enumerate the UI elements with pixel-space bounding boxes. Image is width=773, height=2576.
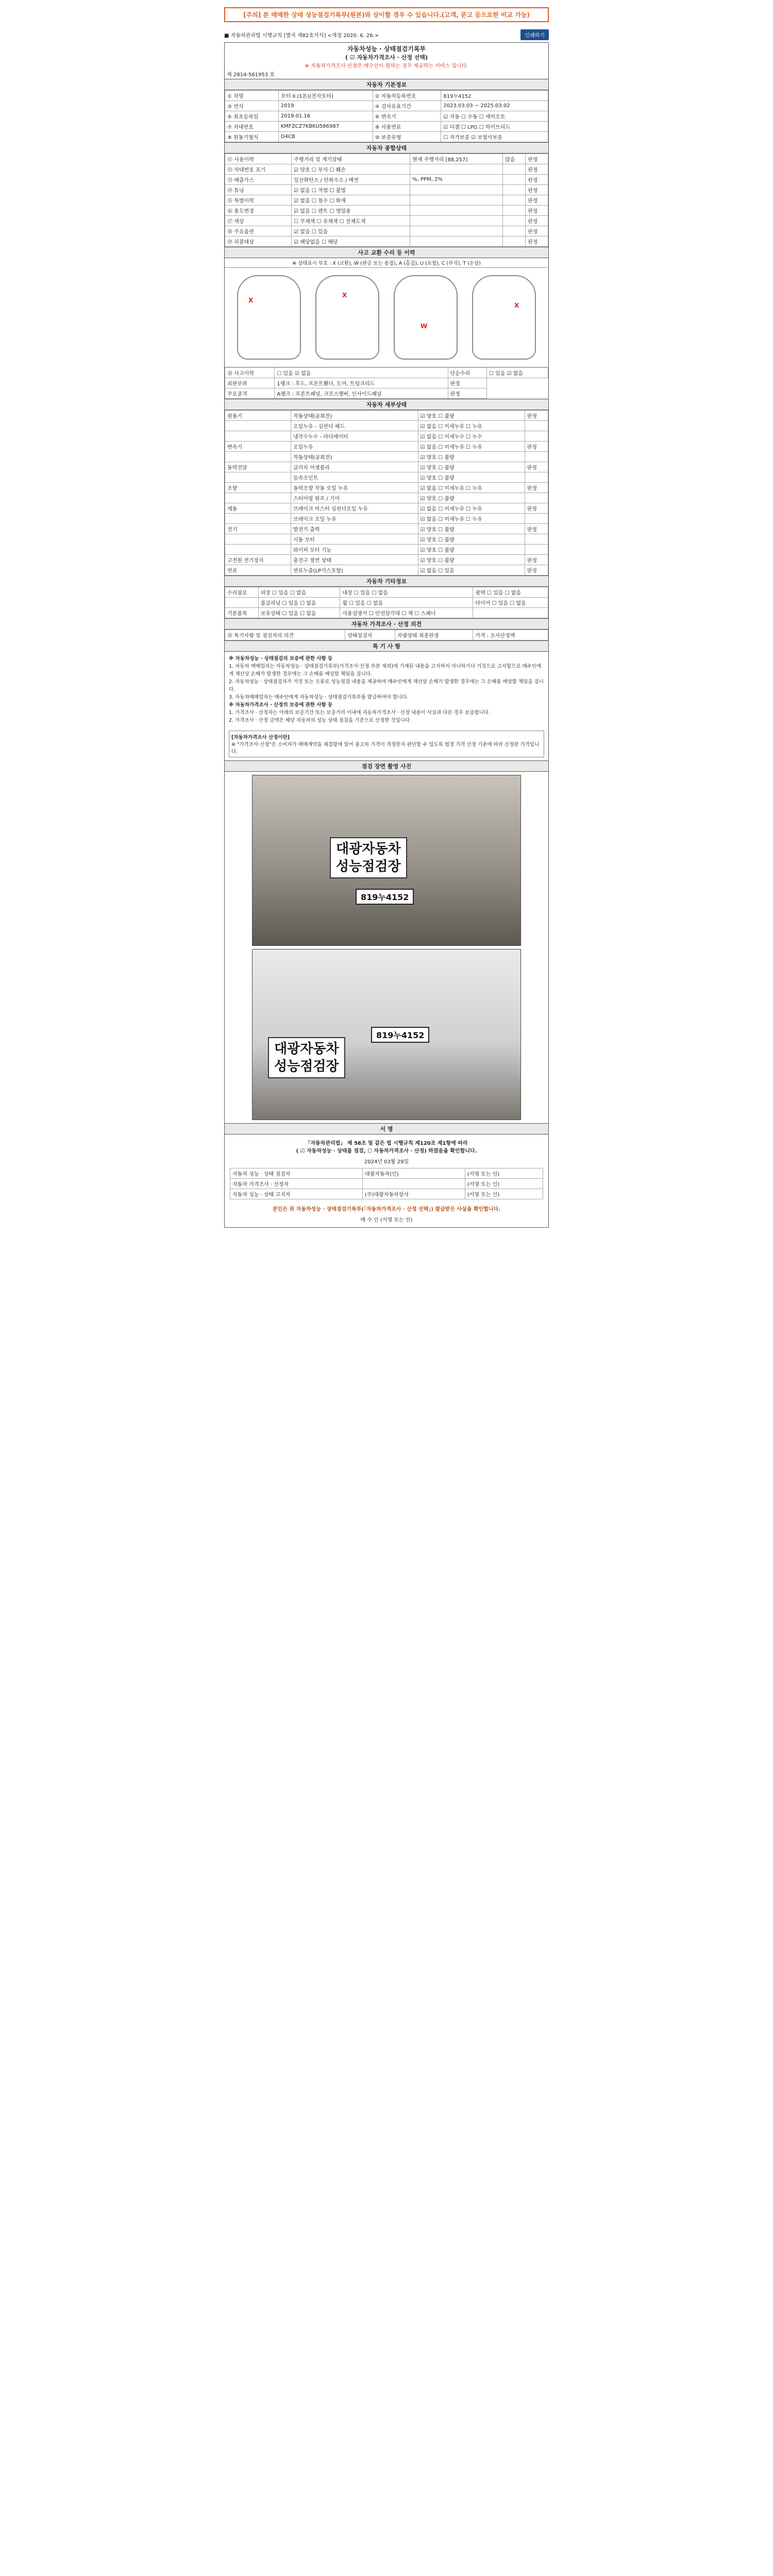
table-row	[225, 431, 548, 442]
note-line: 3. 자동차매매업자는 매수인에게 자동차성능 · 상태점검기록부를 발급하여야 합니다.	[229, 694, 409, 700]
table-row	[225, 630, 548, 640]
document	[224, 7, 549, 1228]
table-cell	[410, 164, 503, 175]
table-cell	[503, 185, 526, 195]
table-row	[225, 216, 548, 226]
table-cell: ☑ 없음 ☐ 침수 ☐ 화재	[292, 195, 410, 206]
table-cell: 연료누출(LP가스포함)	[291, 565, 418, 575]
table-row	[225, 175, 548, 185]
table-cell: 2019	[278, 101, 373, 111]
table-cell: ☑ 양호 ☐ 불량	[418, 472, 525, 483]
table-cell: ② 자동차등록번호	[373, 91, 441, 101]
car-top: X	[315, 275, 379, 360]
table-cell: 판정	[525, 483, 548, 493]
table-cell: ④ 검사유효기간	[373, 101, 441, 111]
table-cell: KMFZCZ7KBKU586987	[278, 122, 373, 132]
table-cell	[503, 216, 526, 226]
table-cell: 판정	[526, 154, 548, 164]
table-cell: 판정	[525, 524, 548, 534]
table-cell: 주요골격	[225, 388, 275, 399]
table-row	[230, 1179, 543, 1189]
table-row	[225, 421, 548, 431]
table-row	[225, 545, 548, 555]
table-cell: (주)대광자동차상사	[362, 1189, 465, 1199]
table-row	[230, 1168, 543, 1179]
table-row	[225, 472, 548, 483]
table-row	[225, 226, 548, 236]
record-form	[224, 42, 549, 1228]
table-cell: 현재 주행거리 [88,257]	[410, 154, 503, 164]
table-cell	[503, 164, 526, 175]
table-cell	[225, 472, 291, 483]
table-cell	[225, 514, 291, 524]
table-row	[225, 206, 548, 216]
photo-plate: 819누4152	[371, 1027, 429, 1043]
table-cell: 연료	[225, 565, 291, 575]
signature-table	[230, 1168, 543, 1199]
price-definition-text: ※ "가격조사·산정"은 소비자가 매매계약을 체결함에 있어 중고차 가격이 적정한지 판단할 수 있도록 법정 가격 산정 기준에 따라 산정한 가격입니다.	[231, 742, 540, 755]
table-cell: 포터 II (1톤)(전자포터)	[278, 91, 373, 101]
table-cell: 판정	[525, 411, 548, 421]
page-subtitle: ( ☑ 자동차가격조사 · 산정 선택)	[345, 54, 428, 61]
price-table	[225, 630, 548, 640]
table-cell: 광택 ☐ 있음 ☐ 없음	[473, 587, 548, 598]
note-line: 2. 가격조사 · 산정 금액은 해당 자동차의 성능 상태 점검을 기준으로 산정한 것입니다.	[229, 718, 412, 723]
inspection-photo-front	[252, 775, 521, 946]
table-cell	[225, 431, 291, 442]
table-cell	[410, 206, 503, 216]
table-cell	[225, 421, 291, 431]
table-row	[225, 514, 548, 524]
section-notes: 특 기 사 항	[225, 640, 548, 652]
table-cell: 2019.01.16	[278, 111, 373, 122]
table-cell: 많음	[503, 154, 526, 164]
signature-statement-2: ( ☑ 자동차성능 · 상태를 점검, ☐ 자동차가격조사 · 산정) 하였음을 확인합니다.	[296, 1148, 477, 1154]
table-cell: 사용설명서 ☐ 안전삼각대 ☐ 잭 ☐ 스패너	[340, 608, 473, 618]
table-cell: ☑ 양호 ☐ 불량	[418, 462, 525, 472]
table-cell: 동력조향 작동 오일 누유	[291, 483, 418, 493]
condition-table	[225, 154, 548, 247]
table-cell	[225, 493, 291, 503]
table-row	[225, 185, 548, 195]
section-basic: 자동차 기본정보	[225, 79, 548, 90]
table-cell: 작동상태(공회전)	[291, 452, 418, 462]
table-row	[225, 154, 548, 164]
table-cell: 판정	[526, 216, 548, 226]
table-cell: ⑧ 사용연료	[373, 122, 441, 132]
table-cell	[225, 545, 291, 555]
photo-sign: 대광자동차 성능점검장	[330, 837, 407, 878]
table-cell: 클러치 어셈블리	[291, 462, 418, 472]
table-cell: ☑ 없음 ☐ 미세누유 ☐ 누유	[418, 442, 525, 452]
warning-banner: [주의] 본 매매한 상태 성능점검기록부(원본)와 상이할 경우 수 있습니다.(고객, 문고 등으로한 비교 가능)	[224, 7, 549, 22]
signature-block	[225, 1134, 548, 1227]
table-cell	[525, 472, 548, 483]
table-row	[225, 462, 548, 472]
table-row	[225, 483, 548, 493]
table-cell: ☑ 양호 ☐ 불량	[418, 534, 525, 545]
table-cell: 2023.03.03 ~ 2025.03.02	[441, 101, 548, 111]
table-cell: ☑ 양호 ☐ 불량	[418, 555, 525, 565]
table-cell	[525, 545, 548, 555]
table-cell: ⑱ 주요옵션	[225, 226, 292, 236]
table-cell: ⑮ 특별이력	[225, 195, 292, 206]
table-row	[225, 111, 548, 122]
table-cell: 판정	[526, 164, 548, 175]
table-cell: 대광자동차(인)	[362, 1168, 465, 1179]
detail-table	[225, 410, 548, 575]
table-row	[225, 236, 548, 247]
table-row	[225, 598, 548, 608]
table-cell: 기본품목	[225, 608, 259, 618]
table-cell: ⑪ 사용이력	[225, 154, 292, 164]
table-cell	[410, 226, 503, 236]
form-topline	[224, 29, 549, 40]
table-cell	[525, 534, 548, 545]
table-cell: ③ 연식	[225, 101, 279, 111]
table-cell: 외장 ☐ 있음 ☐ 없음	[258, 587, 340, 598]
print-button[interactable]: 인쇄하기	[520, 29, 549, 40]
table-cell: 휠 ☐ 있음 ☐ 없음	[340, 598, 473, 608]
table-cell: 판정	[448, 378, 486, 388]
signature-final: 본인은 위 자동차성능 · 상태점검기록부(「자동차가격조사 · 산정 선택」) 발급받은 사실을 확인합니다.	[272, 1207, 501, 1212]
table-row	[225, 534, 548, 545]
table-cell: ☑ 없음 ☐ 미세누유 ☐ 누유	[418, 514, 525, 524]
table-row	[225, 122, 548, 132]
section-condition: 자동차 종합상태	[225, 142, 548, 154]
other-table	[225, 587, 548, 618]
document-number: 제 2814-561953 호	[227, 72, 275, 78]
table-cell: (서명 또는 인)	[465, 1189, 543, 1199]
table-cell: A랭크 : 프론트패널, 크로스멤버, 인사이드패널	[275, 388, 448, 399]
table-cell: %, PPM, 2%	[410, 175, 503, 185]
table-cell: 자동차 가격조사 · 산정자	[230, 1179, 363, 1189]
table-cell	[525, 493, 548, 503]
table-cell: 판정	[526, 236, 548, 247]
table-row	[225, 442, 548, 452]
table-cell: 판정	[448, 388, 486, 399]
table-cell: 자동차 성능 · 상태 점검자	[230, 1168, 363, 1179]
photo-plate: 819누4152	[356, 889, 414, 905]
table-row	[225, 608, 548, 618]
table-cell: ⑭ 튜닝	[225, 185, 292, 195]
table-cell: 브레이크 마스터 실린더오일 누유	[291, 503, 418, 514]
table-row	[225, 388, 548, 399]
table-cell	[503, 226, 526, 236]
table-cell: 판정	[525, 462, 548, 472]
table-cell: ☑ 해당없음 ☐ 해당	[292, 236, 410, 247]
table-row	[225, 164, 548, 175]
table-cell: 와이퍼 모터 기능	[291, 545, 418, 555]
section-accident: 사고 교환 수리 등 이력	[225, 247, 548, 258]
table-cell: 스티어링 펌프 / 기어	[291, 493, 418, 503]
table-cell	[503, 206, 526, 216]
table-cell: ☑ 없음 ☐ 있음	[418, 565, 525, 575]
table-cell: 판정	[525, 565, 548, 575]
table-cell: 내장 ☐ 있음 ☐ 없음	[340, 587, 473, 598]
accident-table	[225, 367, 548, 399]
table-cell: ⑦ 차대번호	[225, 122, 279, 132]
table-cell: ☑ 디젤 ☐ LPG ☐ 하이브리드	[441, 122, 548, 132]
table-cell: ⑱ 특기사항 및 점검자의 의견	[225, 630, 345, 640]
table-cell: ☐ 있음 ☑ 없음	[486, 368, 548, 378]
price-definition-box	[229, 731, 544, 757]
table-cell: ☑ 없음 ☐ 미세누유 ☐ 누유	[418, 483, 525, 493]
table-row	[225, 368, 548, 378]
table-cell: ⑥ 변속기	[373, 111, 441, 122]
table-row	[225, 411, 548, 421]
table-cell	[503, 236, 526, 247]
signature-statement: 「자동차관리법」 제 58조 및 같은 법 시행규칙 제120조 제1항에 따라	[305, 1141, 468, 1146]
note-line: 2. 자동차성능 · 상태점검자가 거짓 또는 오류로 성능점검 내용을 제공하여 매수인에게 재산상 손해가 발생한 경우에는 그 손해를 배상할 책임을 집니다.	[229, 679, 544, 692]
table-cell: 보유상태 ☐ 있음 ☐ 없음	[258, 608, 340, 618]
table-row	[225, 493, 548, 503]
table-row	[225, 555, 548, 565]
table-cell: 판정	[525, 555, 548, 565]
table-cell: 차량상태 최종판정	[395, 630, 473, 640]
table-cell: (서명 또는 인)	[465, 1168, 543, 1179]
table-row	[225, 378, 548, 388]
price-definition-title: [자동차가격조사 산정이란]	[231, 735, 290, 740]
table-cell	[225, 534, 291, 545]
table-row	[225, 452, 548, 462]
table-cell: ⑤ 최초등록일	[225, 111, 279, 122]
table-row	[225, 524, 548, 534]
table-cell: ⑨ 원동기형식	[225, 132, 279, 142]
table-cell: (서명 또는 인)	[465, 1179, 543, 1189]
table-cell	[362, 1179, 465, 1189]
table-cell: ☑ 없음 ☐ 미세누유 ☐ 누유	[418, 421, 525, 431]
table-row	[225, 91, 548, 101]
table-cell: ☐ 있음 ☑ 없음	[275, 368, 448, 378]
note-line: ※ 자동차성능 · 상태점검의 보증에 관한 사항 등	[229, 656, 333, 662]
section-price: 자동차 가격조사 · 산정 의견	[225, 618, 548, 630]
table-cell: 충전구 절연 상태	[291, 555, 418, 565]
table-cell: 발전기 출력	[291, 524, 418, 534]
table-cell	[410, 195, 503, 206]
table-cell: 오일누유 - 실린더 헤드	[291, 421, 418, 431]
table-cell: ☐ 자가보증 ☑ 보험사보증	[441, 132, 548, 142]
table-cell: 등속조인트	[291, 472, 418, 483]
table-cell: 주행거리 및 계기상태	[292, 154, 410, 164]
table-cell: 일산화탄소 / 탄화수소 / 매연	[292, 175, 410, 185]
page-title: 자동차성능 · 상태점검기록부	[347, 45, 426, 53]
table-cell: ☐ 무채색 ☐ 유채색 ☐ 전체도색	[292, 216, 410, 226]
table-cell	[225, 452, 291, 462]
table-cell: 타이어 ☐ 있음 ☐ 없음	[473, 598, 548, 608]
table-cell	[503, 195, 526, 206]
table-row	[225, 132, 548, 142]
section-photos: 점검 장면 촬영 사진	[225, 760, 548, 772]
table-cell: 판정	[526, 175, 548, 185]
car-bottom: W	[394, 275, 458, 360]
table-cell: 수리필요	[225, 587, 259, 598]
table-cell: 브레이크 오일 누유	[291, 514, 418, 524]
car-side-right: X	[472, 275, 536, 360]
table-row	[225, 195, 548, 206]
table-cell	[473, 608, 548, 618]
table-cell	[503, 175, 526, 185]
table-cell: ☑ 양호 ☐ 불량	[418, 452, 525, 462]
table-cell	[525, 431, 548, 442]
table-cell: 동력전달	[225, 462, 291, 472]
signature-date: 2024년 03월 29일	[364, 1159, 409, 1165]
form-reference: ■ 자동차관리법 시행규칙 [별지 제82호서식] <개정 2020. 6. 26.>	[224, 33, 379, 39]
table-cell: 변속기	[225, 442, 291, 452]
section-other: 자동차 기타정보	[225, 575, 548, 587]
table-cell: ☑ 양호 ☐ 부식 ☐ 훼손	[292, 164, 410, 175]
table-cell: 고전원 전기장치	[225, 555, 291, 565]
buyer-signature: 매 수 인 (서명 또는 인)	[360, 1217, 413, 1223]
table-row	[225, 565, 548, 575]
table-cell: ① 차명	[225, 91, 279, 101]
table-cell: ☑ 없음 ☐ 미세누유 ☐ 누유	[418, 503, 525, 514]
table-cell: 1랭크 : 후드, 프론트휀더, 도어, 트렁크리드	[275, 378, 448, 388]
car-diagram	[225, 268, 548, 367]
price-note: ※ 자동차가격조사·산정은 매수인이 원하는 경우 제공하는 서비스 입니다.	[305, 63, 468, 69]
table-cell	[525, 421, 548, 431]
table-cell: 전기	[225, 524, 291, 534]
table-cell: 시동 모터	[291, 534, 418, 545]
table-cell	[410, 185, 503, 195]
table-cell: ⑩ 보증유형	[373, 132, 441, 142]
note-line: 1. 가격조사 · 산정자는 아래의 보증기간 또는 보증거리 이내에 자동차가격조사 · 산정 내용이 사실과 다른 경우 보증합니다.	[229, 710, 490, 716]
table-cell: 판정	[525, 503, 548, 514]
table-cell: 조향	[225, 483, 291, 493]
table-cell: 룸클리닝 ☐ 있음 ☐ 없음	[258, 598, 340, 608]
table-cell: 상태점검자	[345, 630, 395, 640]
table-cell: 가격 : 조사산정액	[473, 630, 548, 640]
table-cell: 자동차 성능 · 상태 고지자	[230, 1189, 363, 1199]
table-row	[225, 587, 548, 598]
table-cell	[225, 598, 259, 608]
table-cell: ☑ 없음 ☐ 적법 ☐ 불법	[292, 185, 410, 195]
inspection-photo-rear	[252, 949, 521, 1120]
table-row	[225, 503, 548, 514]
accident-legend: ※ 상태표시 부호 : X (교환), W (판금 또는 용접), A (흠집), U (요철), C (부식), T (손상)	[225, 258, 548, 268]
note-line: ※ 자동차가격조사 · 산정의 보증에 관한 사항 등	[229, 702, 333, 708]
table-cell: 외판부위	[225, 378, 275, 388]
table-cell: ☑ 양호 ☐ 불량	[418, 524, 525, 534]
table-cell	[410, 216, 503, 226]
table-cell: ⑫ 차대번호 표기	[225, 164, 292, 175]
table-cell: 원동기	[225, 411, 291, 421]
table-cell	[525, 514, 548, 524]
table-cell: 제동	[225, 503, 291, 514]
basic-table	[225, 90, 548, 142]
table-cell: ☑ 양호 ☐ 불량	[418, 411, 525, 421]
table-cell: 판정	[526, 185, 548, 195]
table-cell	[410, 236, 503, 247]
table-cell	[525, 452, 548, 462]
table-cell: ☑ 양호 ☐ 불량	[418, 545, 525, 555]
table-cell: 판정	[526, 226, 548, 236]
table-cell: 819누4152	[441, 91, 548, 101]
section-detail: 자동차 세부상태	[225, 399, 548, 410]
table-row	[230, 1189, 543, 1199]
car-side-left: X	[237, 275, 301, 360]
table-cell: ⑬ 배출가스	[225, 175, 292, 185]
table-cell: ⑯ 용도변경	[225, 206, 292, 216]
note-line: 1. 자동차 매매업자는 자동차성능 · 상태점검기록부(가격조사·산정 부분 제외)에 기재된 내용을 고지하지 아니하거나 거짓으로 고지함으로 매수인에게 재산상 손해가 발생한 경우에는 그 손해를 배상할 책임을 집니다.	[229, 664, 542, 677]
table-cell: 작동상태(공회전)	[291, 411, 418, 421]
table-cell: 오일누유	[291, 442, 418, 452]
table-cell: ⑰ 색상	[225, 216, 292, 226]
photo-sign: 대광자동차 성능점검장	[268, 1037, 345, 1078]
table-cell: ⑳ 사고이력	[225, 368, 275, 378]
table-cell: 단순수리	[448, 368, 486, 378]
table-cell: ⑲ 리콜대상	[225, 236, 292, 247]
table-cell: D4CB	[278, 132, 373, 142]
table-cell: ☑ 없음 ☐ 렌트 ☐ 영업용	[292, 206, 410, 216]
table-cell: 판정	[525, 442, 548, 452]
table-cell: ☑ 자동 ☐ 수동 ☐ 세미오토	[441, 111, 548, 122]
section-signature: 서 명	[225, 1123, 548, 1134]
table-row	[225, 101, 548, 111]
table-cell: ☑ 없음 ☐ 있음	[292, 226, 410, 236]
table-cell: 판정	[526, 206, 548, 216]
table-cell: ☑ 없음 ☐ 미세누수 ☐ 누수	[418, 431, 525, 442]
table-cell: 판정	[526, 195, 548, 206]
table-cell: 냉각수누수 - 라디에이터	[291, 431, 418, 442]
table-cell: ☑ 양호 ☐ 불량	[418, 493, 525, 503]
notes-body	[225, 652, 548, 727]
